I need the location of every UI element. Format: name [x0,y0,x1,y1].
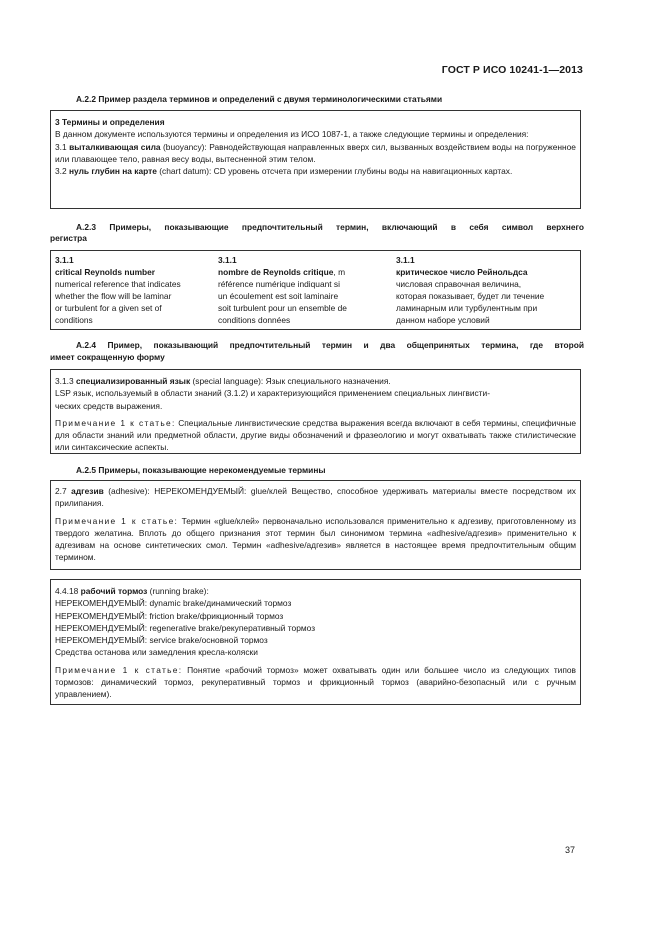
example-box-a23 [50,250,581,330]
term-entry: 3.1 выталкивающая сила (buoyancy): Равнодействующая направленных вверх сил, вызванных воздействием воды на погруженное или плавающее тело, равная весу воды, вытесненной этим телом. [55,141,576,164]
box-title: 3 Термины и определения [55,117,165,127]
definition-line: whether the flow will be laminar [55,290,172,301]
term-entry: 4.4.18 рабочий тормоз (running brake): [55,586,209,596]
example-box-a25-adhesive [50,480,581,570]
definition-line: числовая справочная величина, [396,278,522,289]
section-heading-a24: А.2.4 Пример, показывающий предпочтительный термин и два общепринятых термина, где второй [76,340,584,350]
definition-line: conditions [55,314,93,325]
definition-line: un écoulement est soit laminaire [218,290,339,301]
deprecated-term-line: НЕРЕКОМЕНДУЕМЫЙ: service brake/основной тормоз [55,635,268,646]
note: Примечание 1 к статье: Специальные лингвистические средства выражения всегда включают в себя термины, специфичные для области знаний или предметной области, другие виды обозначений и фразеологию и могут охватывать также стилистические или синтаксические аспекты. [55,417,576,453]
page-number: 37 [564,845,575,855]
term-entry: 2.7 адгезив (adhesive): НЕРЕКОМЕНДУЕМЫЙ: glue/клей Вещество, способное удерживать материалы вместе посредством их прилипания. [55,486,576,509]
definition-line: данном наборе условий [396,314,490,325]
deprecated-term-line: НЕРЕКОМЕНДУЕМЫЙ: dynamic brake/динамический тормоз [55,598,292,609]
definition-line: LSP язык, используемый в области знаний (3.1.2) и характеризующийся применением специальных лингвисти- [55,388,490,399]
example-box-a25-brake [50,579,581,705]
definition-line: Средства останова или замедления кресла-коляски [55,647,258,658]
definition-line: ческих средств выражения. [55,400,163,411]
deprecated-term-line: НЕРЕКОМЕНДУЕМЫЙ: regenerative brake/рекуперативный тормоз [55,622,316,633]
note: Примечание 1 к статье: Термин «glue/клей» первоначально использовался применительно к адгезиву, приготовленному из твердого желатина. Вплоть до общего признания этот термин был синонимом термина «adhesive/адгезив» применительно к адгезивам на основе синтетических смол. Термин «adhesive/адгезив» является в настоящее время предпочтительным общим термином. [55,515,576,563]
definition-line: которая показывает, будет ли течение [396,290,545,301]
example-box-a22 [50,110,581,209]
section-heading-a22: А.2.2 Пример раздела терминов и определений с двумя терминологическими статьями [76,94,443,104]
section-heading-a23: А.2.3 Примеры, показывающие предпочтительный термин, включающий в себя символ верхнего [76,222,584,232]
term: critical Reynolds number [55,266,156,277]
term: nombre de Reynolds critique, m [218,266,346,277]
term-number: 3.1.1 [218,255,237,265]
definition-line: soit turbulent pour un ensemble de [218,302,347,313]
document-header: ГОСТ Р ИСО 10241-1—2013 [441,64,583,76]
language-column-fr [218,255,378,326]
language-column-en [55,255,215,326]
definition-line: référence numérique indiquant si [218,278,340,289]
language-column-ru [396,255,576,326]
definition-line: numerical reference that indicates [55,278,181,289]
definition-line: or turbulent for a given set of [55,302,162,313]
deprecated-term-line: НЕРЕКОМЕНДУЕМЫЙ: friction brake/фрикционный тормоз [55,610,284,621]
definition-line: ламинарным или турбулентным при [396,302,538,313]
section-heading-a24-cont: имеет сокращенную форму [50,352,165,362]
section-heading-a25: А.2.5 Примеры, показывающие нерекомендуемые термины [76,465,326,475]
term: критическое число Рейнольдса [396,266,528,277]
term-entry: 3.1.3 специализированный язык (special language): Язык специального назначения. [55,376,391,386]
example-box-a24 [50,369,581,454]
section-heading-a23-cont: регистра [50,233,87,243]
term-number: 3.1.1 [396,255,415,265]
box-intro: В данном документе используются термины и определения из ИСО 1087-1, а также следующие термины и определения: [55,129,529,140]
definition-line: conditions données [218,314,291,325]
term-number: 3.1.1 [55,255,74,265]
term-entry: 3.2 нуль глубин на карте (chart datum): CD уровень отсчета при измерении глубины воды на навигационных картах. [55,166,513,177]
note: Примечание 1 к статье: Понятие «рабочий тормоз» может охватывать один или большее число из следующих типов тормозов: динамический тормоз, рекуперативный тормоз и фрикционный тормоз (аварийно-безопасный или с ручным управлением). [55,664,576,700]
